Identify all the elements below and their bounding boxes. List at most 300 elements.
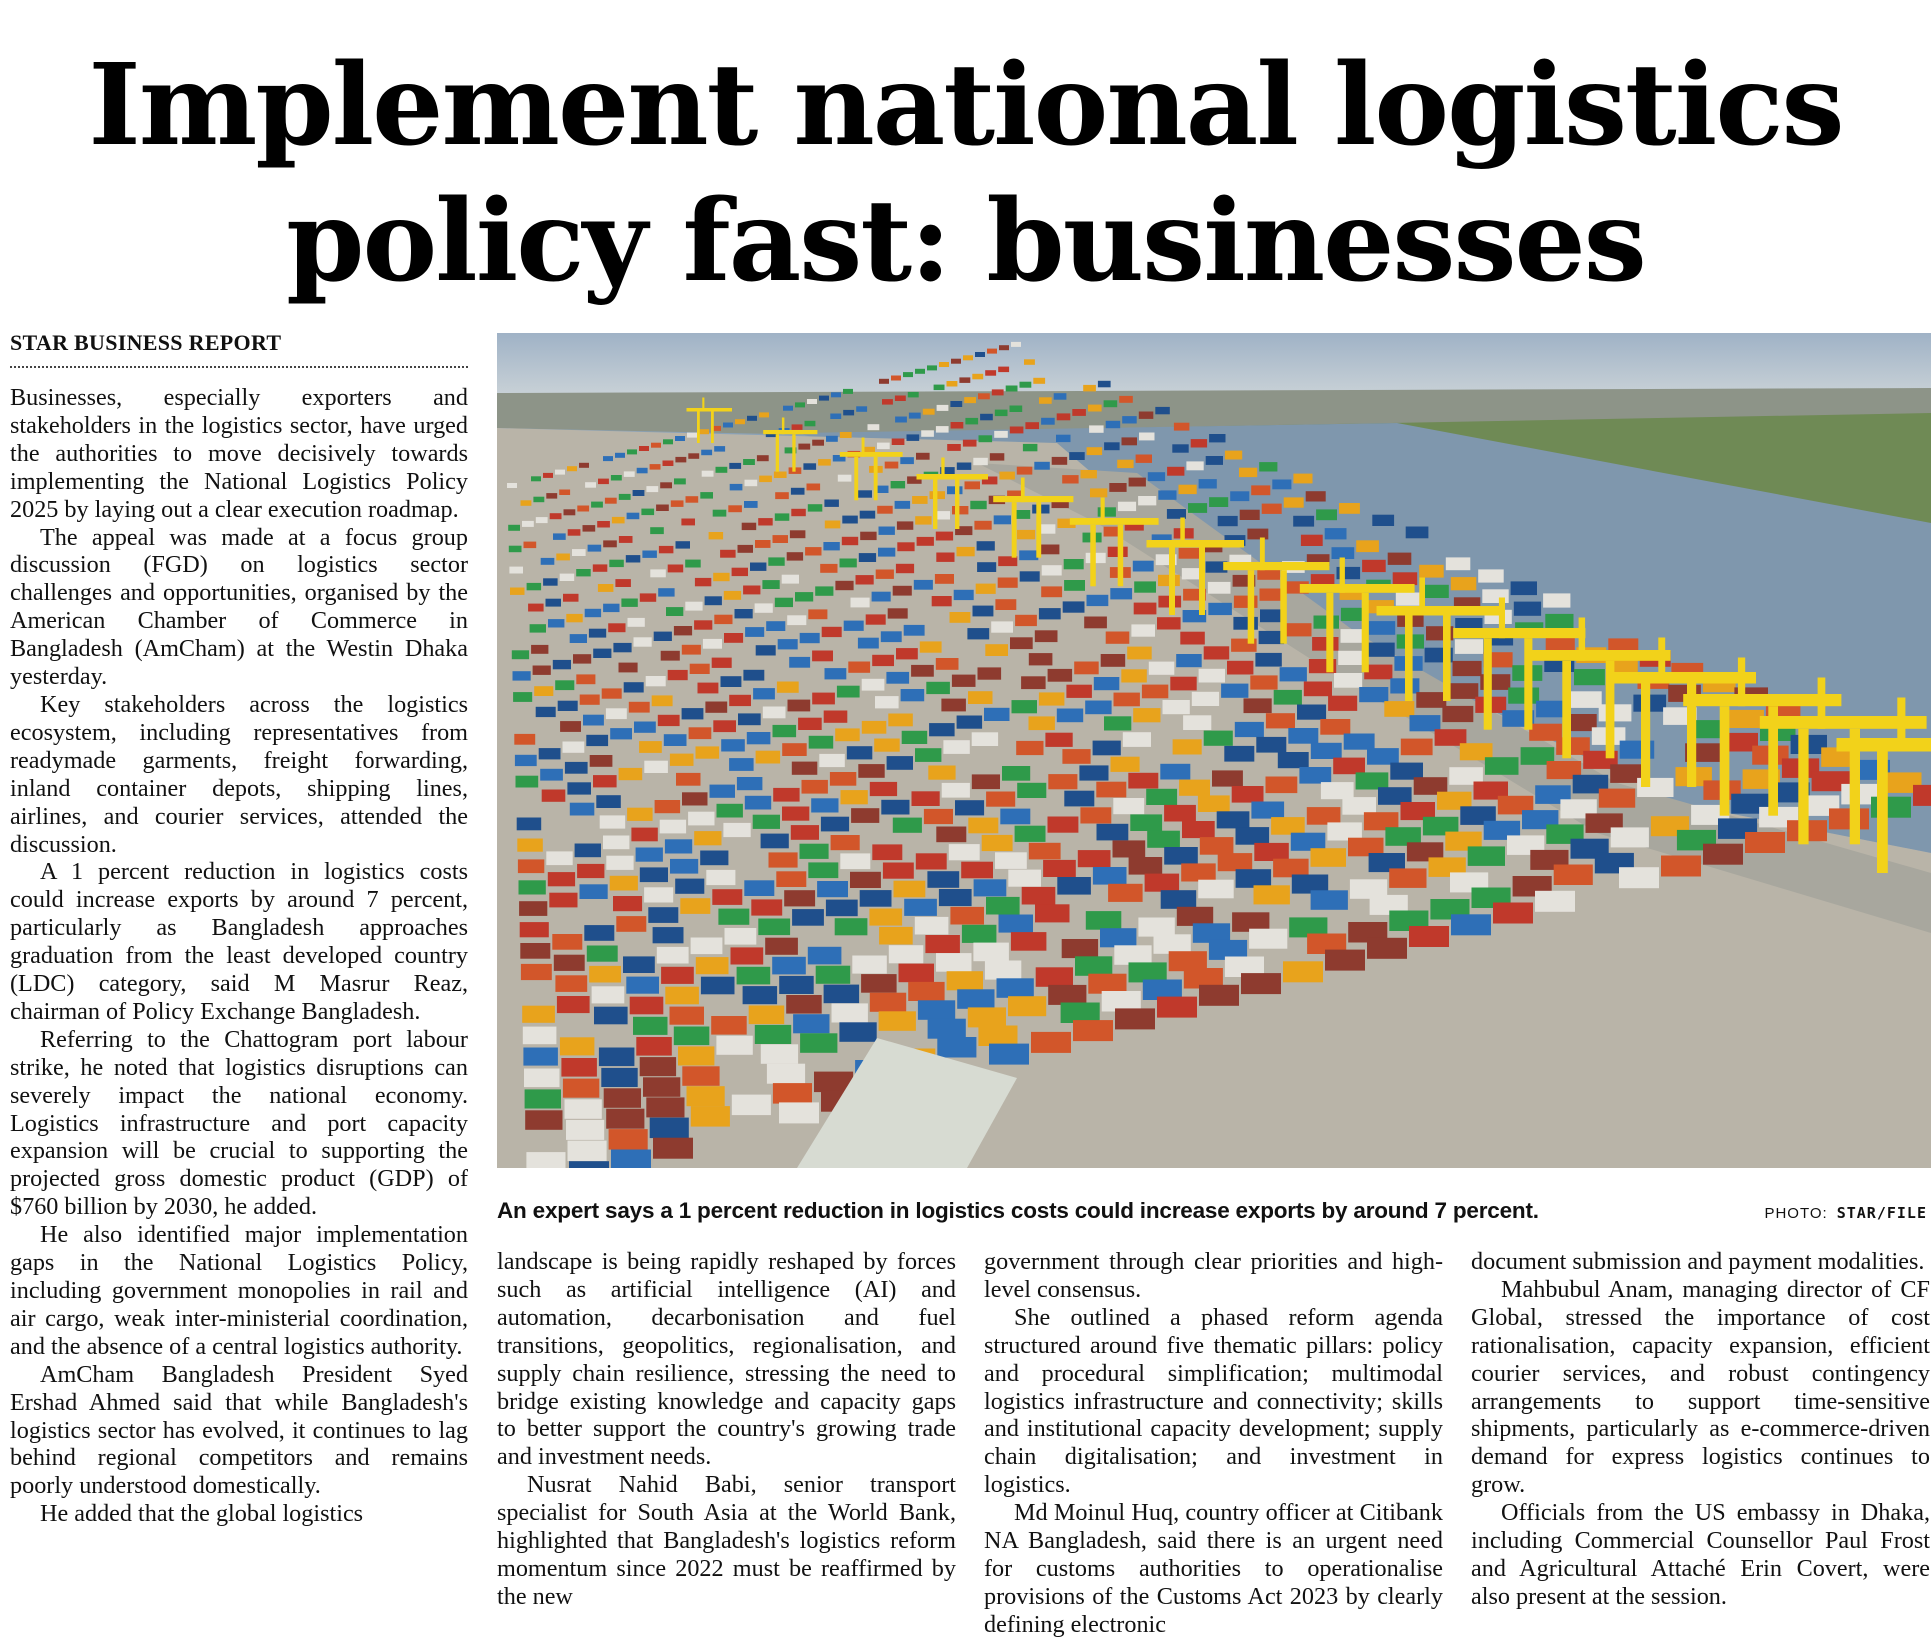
container (718, 909, 749, 925)
container (710, 785, 736, 798)
container (546, 493, 557, 499)
container (1423, 585, 1449, 598)
container (706, 870, 735, 885)
container (688, 453, 699, 459)
container (1085, 701, 1111, 715)
container (563, 1079, 599, 1098)
container (1179, 780, 1210, 796)
container (700, 851, 728, 866)
container (729, 758, 754, 771)
container (603, 604, 619, 612)
container (1271, 817, 1305, 835)
container (750, 563, 766, 571)
container (1170, 677, 1196, 691)
container (743, 986, 778, 1004)
container (1019, 550, 1038, 560)
container (1008, 996, 1046, 1016)
container (634, 722, 656, 733)
container (1244, 698, 1272, 713)
container (658, 588, 674, 596)
container (639, 446, 649, 451)
container (795, 402, 805, 407)
container (1511, 581, 1537, 595)
container (1384, 701, 1414, 717)
container (892, 439, 905, 446)
container (640, 867, 668, 882)
container (897, 521, 913, 529)
container (1311, 890, 1348, 910)
container (657, 947, 689, 964)
container (957, 989, 994, 1009)
container (1182, 821, 1215, 838)
container (560, 1037, 595, 1055)
container (606, 708, 627, 719)
container (978, 1026, 1017, 1047)
container (979, 435, 993, 442)
container (1117, 460, 1133, 468)
container (580, 695, 600, 705)
container (1390, 763, 1423, 780)
container (1036, 967, 1073, 987)
container (526, 1152, 565, 1168)
container (682, 1066, 719, 1086)
container (792, 424, 803, 430)
container (816, 966, 851, 984)
container (1157, 617, 1181, 629)
container (621, 599, 637, 607)
container (1409, 926, 1449, 947)
container (965, 418, 978, 425)
container (831, 392, 841, 397)
container (1186, 461, 1203, 470)
container (1455, 639, 1483, 654)
container (1130, 814, 1162, 831)
container (968, 691, 993, 704)
container (600, 815, 626, 828)
container (888, 714, 913, 727)
container (998, 556, 1017, 566)
container (1139, 412, 1154, 419)
container (950, 401, 962, 407)
container (782, 807, 809, 821)
container (856, 406, 867, 412)
container (1133, 708, 1160, 722)
container (1334, 673, 1362, 688)
container (989, 1044, 1029, 1065)
container (973, 606, 994, 617)
container (1199, 479, 1217, 488)
container (805, 547, 821, 555)
container (1164, 847, 1198, 865)
container (1158, 575, 1180, 586)
container (977, 541, 995, 550)
container (1401, 739, 1433, 756)
container (646, 676, 666, 686)
container (1024, 359, 1035, 365)
container (548, 872, 575, 886)
container (952, 675, 976, 687)
container (668, 565, 684, 573)
container (619, 494, 631, 500)
container (530, 624, 546, 632)
container (1100, 928, 1136, 947)
container (619, 768, 643, 780)
container (609, 560, 624, 567)
container (1240, 510, 1260, 520)
container (1224, 746, 1254, 762)
container (516, 776, 539, 788)
container (824, 711, 848, 723)
container (800, 844, 829, 859)
container (1448, 683, 1478, 699)
container (568, 529, 581, 536)
container (1097, 824, 1129, 841)
container (555, 470, 565, 475)
container (743, 670, 764, 681)
container (900, 457, 914, 464)
container (915, 516, 931, 524)
container (572, 549, 586, 556)
container (539, 748, 561, 759)
container (888, 608, 908, 618)
container (917, 537, 934, 546)
container (847, 746, 873, 759)
container (603, 456, 613, 461)
container (729, 463, 741, 469)
container (985, 370, 996, 376)
container (1002, 766, 1030, 781)
container (937, 1037, 976, 1058)
container (756, 751, 781, 764)
container (897, 542, 914, 551)
container (663, 461, 674, 467)
container (548, 619, 564, 627)
container (1325, 528, 1347, 539)
container (513, 671, 531, 680)
container (1913, 785, 1931, 806)
container (509, 567, 523, 574)
container (950, 612, 971, 623)
container (546, 851, 572, 865)
container (1022, 887, 1056, 905)
container (858, 638, 879, 649)
container (629, 702, 650, 713)
container (611, 1150, 651, 1169)
container (769, 852, 798, 867)
container (800, 633, 820, 643)
container (789, 657, 810, 668)
paragraph: He also identified major implementation gaps in the National Logistics Policy, including government monopolies in rail and air cargo, weak inter-ministerial coordination, and the absence of a central logistics authority. (10, 1221, 468, 1360)
container (1390, 678, 1419, 693)
container (1543, 593, 1570, 607)
container (1042, 565, 1062, 575)
container (1320, 719, 1350, 735)
container (1278, 752, 1309, 768)
container (839, 1022, 876, 1042)
container (1206, 456, 1223, 465)
container (745, 480, 758, 487)
container (744, 501, 758, 508)
container (1251, 802, 1284, 819)
paragraph: Referring to the Chattogram port labour strike, he noted that logistics disruptions can severely impact the national economy. Logistics infrastructure and port capacity expansion will be crucial to supporting the projected gross domestic product (GDP) of $760 billion by 2030, he added. (10, 1025, 468, 1221)
container (564, 509, 576, 515)
container (837, 686, 860, 698)
container (759, 476, 772, 483)
container (882, 399, 893, 405)
container (755, 1025, 791, 1044)
container (901, 689, 925, 701)
container (1311, 743, 1342, 759)
container (527, 583, 542, 590)
paragraph: document submission and payment modalities. (1471, 1248, 1925, 1275)
paragraph: Mahbubul Anam, managing director of CF Global, stressed the importance of cost rationalisation, capacity expansion, efficient courier services, and robust contingency arrangements to support time-sensitive shipments, particularly as e-commerce-driven demand for express logistics continues to grow. (1471, 1275, 1930, 1499)
container (685, 560, 701, 568)
container (1485, 757, 1519, 775)
container (1254, 885, 1290, 904)
container (970, 501, 986, 509)
container (936, 532, 953, 541)
container (1508, 688, 1539, 704)
container (1218, 853, 1253, 871)
container (700, 492, 713, 499)
container (1119, 396, 1133, 403)
container (775, 513, 790, 520)
container (601, 1068, 637, 1087)
container (1446, 557, 1471, 570)
container (1031, 1032, 1071, 1053)
container (774, 472, 787, 479)
container (606, 856, 633, 870)
container (1221, 684, 1248, 698)
container (685, 602, 702, 611)
container (1034, 462, 1050, 470)
container (1104, 400, 1118, 407)
container (1181, 863, 1216, 881)
container (523, 1048, 558, 1066)
container (558, 701, 578, 711)
container (844, 621, 864, 631)
container (665, 839, 692, 853)
container (753, 688, 775, 699)
container (805, 421, 816, 427)
container (1478, 569, 1504, 582)
container (666, 607, 683, 616)
container (1233, 617, 1258, 630)
container (742, 523, 757, 530)
container (755, 540, 771, 548)
container (995, 410, 1008, 417)
container (822, 627, 842, 637)
container (517, 839, 543, 852)
container (891, 376, 901, 381)
container (985, 644, 1008, 656)
container (654, 632, 672, 641)
container (782, 743, 807, 756)
container (636, 1037, 672, 1056)
container (772, 957, 806, 975)
container (830, 414, 841, 420)
container (1161, 890, 1197, 909)
container (974, 879, 1007, 896)
container (630, 997, 664, 1015)
container (1073, 1020, 1113, 1041)
container (598, 584, 614, 592)
container (682, 645, 701, 655)
container (995, 852, 1027, 869)
container (1164, 805, 1196, 822)
container (1010, 637, 1033, 649)
container (792, 762, 818, 775)
container (525, 1089, 561, 1108)
container (1123, 732, 1151, 747)
container (507, 483, 517, 488)
container (1062, 939, 1098, 958)
container (916, 453, 930, 460)
container (883, 863, 914, 879)
container (936, 827, 966, 843)
container (1176, 654, 1202, 667)
container (967, 628, 989, 639)
container (860, 511, 876, 519)
container (598, 479, 609, 485)
container (1087, 595, 1109, 606)
container (569, 1161, 609, 1168)
container (791, 825, 819, 840)
container (915, 369, 925, 374)
container (1262, 504, 1282, 514)
container (977, 562, 996, 572)
container (1064, 791, 1094, 807)
container (903, 372, 913, 377)
container (920, 641, 942, 652)
container (819, 754, 845, 767)
container (879, 379, 889, 384)
container (631, 828, 657, 842)
container (773, 788, 799, 802)
container (852, 956, 887, 974)
container (866, 614, 886, 624)
container (1199, 669, 1225, 683)
container (861, 974, 897, 993)
container (843, 410, 854, 416)
container (947, 971, 983, 990)
container (1283, 961, 1323, 982)
container (1259, 462, 1277, 471)
container (1235, 722, 1264, 737)
container (1056, 435, 1071, 442)
container (951, 422, 964, 429)
container (567, 782, 591, 794)
photo-caption: An expert says a 1 percent reduction in logistics costs could increase exports by around 7 percent. (497, 1198, 1539, 1223)
container (879, 1011, 916, 1031)
container (663, 439, 673, 444)
container (893, 818, 922, 833)
container (767, 1064, 805, 1084)
container (1104, 442, 1120, 450)
container (1017, 783, 1046, 798)
container (1063, 601, 1085, 612)
container (641, 509, 654, 515)
container (1259, 631, 1285, 644)
container (1301, 535, 1323, 546)
container (959, 377, 970, 383)
container (904, 899, 937, 916)
container (1138, 918, 1174, 937)
container (964, 397, 976, 403)
container (1745, 832, 1785, 853)
container (860, 890, 892, 907)
container (626, 977, 659, 994)
container (756, 645, 776, 655)
container (826, 436, 838, 442)
container (678, 1046, 714, 1065)
container (757, 455, 769, 461)
container (927, 871, 959, 888)
container (1136, 455, 1152, 463)
container (694, 831, 721, 845)
container (701, 450, 712, 456)
container (517, 818, 542, 831)
container (1110, 588, 1132, 599)
container (990, 453, 1005, 460)
container (1072, 409, 1086, 416)
container (556, 554, 570, 561)
container (963, 440, 977, 447)
container (1227, 661, 1253, 675)
container (542, 790, 566, 802)
container (543, 473, 553, 478)
container (1088, 974, 1126, 994)
container (879, 927, 913, 945)
container (1241, 973, 1281, 994)
container (670, 754, 694, 766)
container (1000, 809, 1030, 825)
container (777, 682, 799, 693)
container (583, 715, 604, 726)
container (1314, 616, 1340, 629)
container (935, 574, 954, 584)
container (1372, 515, 1394, 526)
container (1108, 547, 1128, 557)
container (1029, 843, 1061, 860)
container (534, 686, 553, 696)
container (1321, 782, 1354, 799)
container (1080, 807, 1111, 823)
container (1306, 491, 1326, 501)
container (972, 732, 998, 746)
container (514, 734, 535, 745)
container (1118, 502, 1136, 511)
container (509, 546, 522, 553)
container (791, 509, 806, 516)
container (912, 791, 940, 806)
container (665, 987, 699, 1005)
container (1212, 770, 1243, 786)
container (702, 471, 714, 477)
container (1155, 407, 1170, 414)
container (978, 393, 990, 399)
container (877, 443, 890, 450)
container (758, 919, 790, 936)
container (670, 859, 698, 874)
container (1204, 646, 1230, 659)
container (1266, 713, 1295, 728)
container (915, 917, 949, 935)
container (1209, 497, 1228, 507)
container (1451, 577, 1477, 590)
container (676, 541, 691, 548)
container (927, 365, 937, 370)
